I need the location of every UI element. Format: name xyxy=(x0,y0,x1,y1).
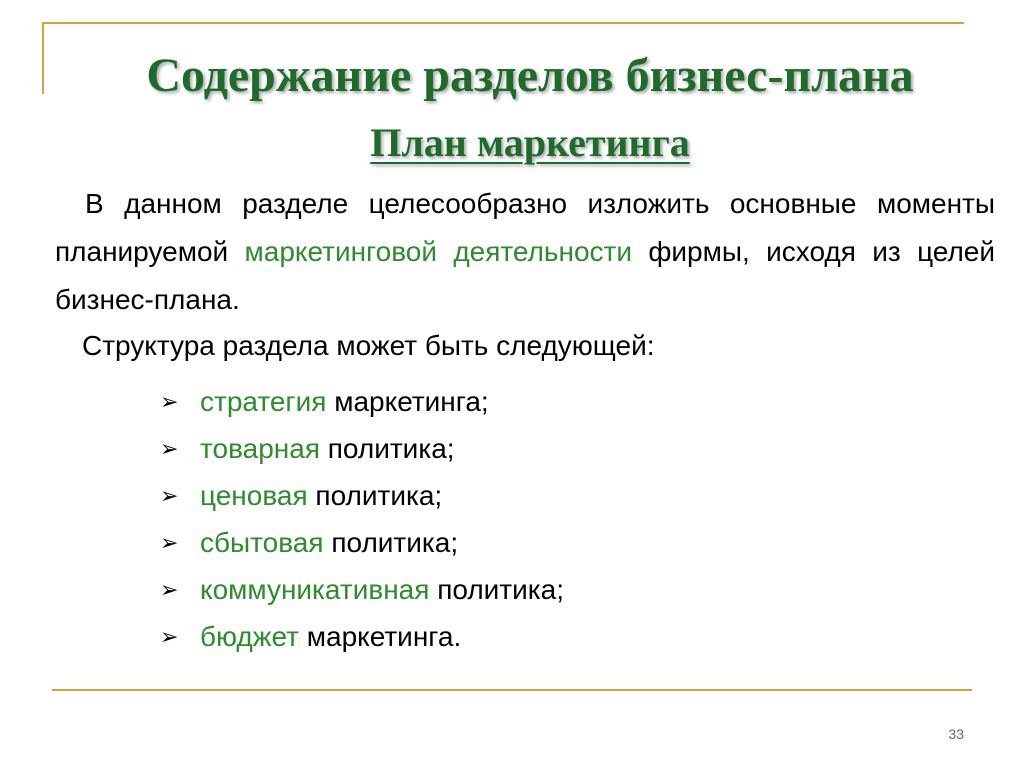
page-number: 33 xyxy=(948,726,964,742)
list-item-text: политика; xyxy=(319,433,455,464)
arrow-bullet-icon: ➢ xyxy=(160,483,179,508)
arrow-bullet-icon: ➢ xyxy=(160,577,179,602)
slide-subtitle: План маркетинга xyxy=(370,120,690,165)
arrow-bullet-icon: ➢ xyxy=(160,624,179,649)
list-item-highlight: бюджет xyxy=(200,621,299,652)
list-item xyxy=(160,566,564,613)
list-item-text: политика; xyxy=(429,574,564,605)
frame-top-line xyxy=(42,22,964,24)
list-item xyxy=(160,378,564,425)
list-item-highlight: коммуникативная xyxy=(200,574,430,605)
list-item-text: маркетинга. xyxy=(298,621,462,652)
list-item-text: политика; xyxy=(323,527,459,558)
intro-text-2: фирмы, исходя из целей бизнес-плана. xyxy=(55,236,996,315)
list-item-highlight: товарная xyxy=(200,433,320,464)
list-item-text: политика; xyxy=(307,480,443,511)
slide-title: Содержание разделов бизнес-плана xyxy=(146,49,914,102)
arrow-bullet-icon: ➢ xyxy=(160,389,179,414)
structure-list xyxy=(160,378,564,660)
list-item xyxy=(160,472,564,519)
intro-text-1: В данном разделе целесообразно изложить основные моменты планируемой xyxy=(55,188,995,267)
list-item xyxy=(160,425,564,472)
list-item xyxy=(160,519,564,566)
frame-bottom-line xyxy=(52,689,972,691)
list-item-text: маркетинга; xyxy=(326,386,489,417)
list-item xyxy=(160,613,564,660)
arrow-bullet-icon: ➢ xyxy=(160,436,179,461)
intro-paragraph xyxy=(55,180,995,324)
list-item-highlight: сбытовая xyxy=(200,527,324,558)
list-item-highlight: ценовая xyxy=(200,480,308,511)
arrow-bullet-icon: ➢ xyxy=(160,530,179,555)
structure-paragraph: Структура раздела может быть следующей: xyxy=(82,330,655,361)
list-item-highlight: стратегия xyxy=(200,386,327,417)
intro-highlight: маркетинговой деятельности xyxy=(244,236,632,267)
